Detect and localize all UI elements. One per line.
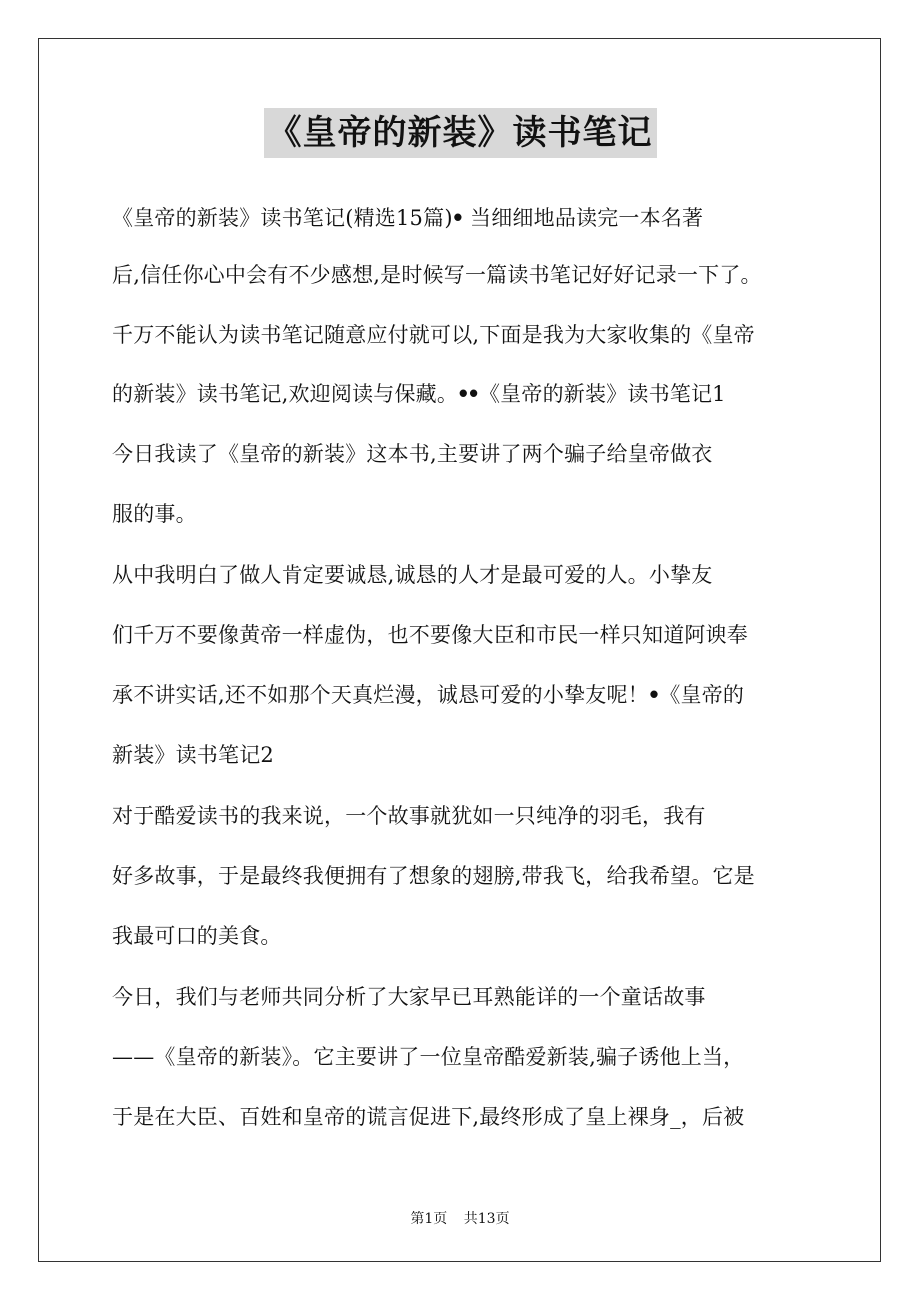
text-line: ——《皇帝的新装》。它主要讲了一位皇帝酷爱新装,骗子诱他上当， xyxy=(112,1045,745,1069)
text-line: 《皇帝的新装》读书笔记(精选15篇)ꔷ 当细细地品读完一本名著 xyxy=(112,206,704,230)
text-line: 今日我读了《皇帝的新装》这本书,主要讲了两个骗子给皇帝做衣 xyxy=(112,442,713,466)
text-line: 好多故事，于是最终我便拥有了想象的翅膀,带我飞，给我希望。它是 xyxy=(112,864,755,888)
text-line: 新装》读书笔记2 xyxy=(112,743,274,767)
text-line: 们千万不要像黄帝一样虚伪，也不要像大臣和市民一样只知道阿谀奉 xyxy=(112,623,748,647)
page-total: 共13页 xyxy=(463,1211,510,1227)
title-container xyxy=(0,108,920,158)
text-line: 后,信任你心中会有不少感想,是时候写一篇读书笔记好好记录一下了。 xyxy=(112,263,762,287)
page-number: 第1页 xyxy=(410,1211,448,1227)
text-line: 今日，我们与老师共同分析了大家早已耳熟能详的一个童话故事 xyxy=(112,985,706,1009)
page-title: 《皇帝的新装》读书笔记 xyxy=(264,108,657,158)
text-line: 的新装》读书笔记,欢迎阅读与保藏。ꔷꔷ《皇帝的新装》读书笔记1 xyxy=(112,382,726,406)
text-line: 于是在大臣、百姓和皇帝的谎言促进下,最终形成了皇上裸身_，后被 xyxy=(112,1105,745,1129)
text-line: 服的事。 xyxy=(112,502,197,526)
page-footer xyxy=(0,1208,920,1228)
text-line: 承不讲实话,还不如那个天真烂漫，诚恳可爱的小挚友呢！ꔷ《皇帝的 xyxy=(112,683,745,707)
text-line: 从中我明白了做人肯定要诚恳,诚恳的人才是最可爱的人。小挚友 xyxy=(112,563,713,587)
text-line: 我最可口的美食。 xyxy=(112,924,282,948)
text-line: 对于酷爱读书的我来说，一个故事就犹如一只纯净的羽毛，我有 xyxy=(112,804,706,828)
text-line: 千万不能认为读书笔记随意应付就可以,下面是我为大家收集的《皇帝 xyxy=(112,323,755,347)
